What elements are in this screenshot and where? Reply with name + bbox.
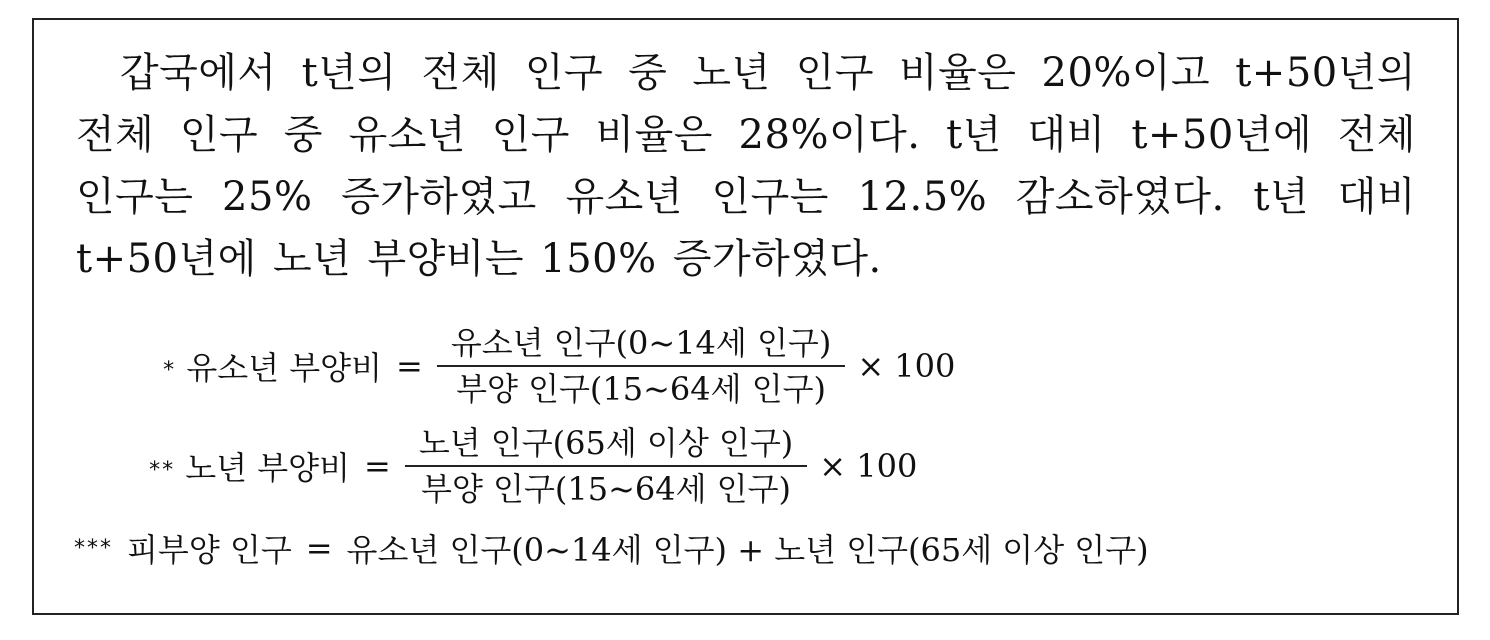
fraction-denominator: 부양 인구(15~64세 인구) [421,470,791,508]
passage-line-4: t+50년에 노년 부양비는 150% 증가하였다. [76,236,882,282]
passage-line-3: 인구는 25% 증가하였고 유소년 인구는 12.5% 감소하였다. t년 대비 [76,174,1416,220]
equals-sign: = [305,529,333,567]
passage-line-1-text: 갑국에서 t년의 전체 인구 중 노년 인구 비율은 20%이고 t+50년의 [120,50,1416,96]
fraction [405,421,807,511]
dependent-pop-expression: 유소년 인구(0~14세 인구) + 노년 인구(65세 이상 인구) [346,531,1149,569]
elderly-ratio-label: 노년 부양비 [185,449,350,487]
multiplier: × 100 [819,447,918,485]
multiplier: × 100 [857,347,956,385]
passage-line-2: 전체 인구 중 유소년 인구 비율은 28%이다. t년 대비 t+50년에 전체 [76,112,1416,158]
elderly-dependency-formula [74,416,1434,516]
youth-dependency-formula [74,316,1434,416]
fraction [437,321,846,411]
footnote-marker: ** [149,458,176,483]
footnote-marker: * [163,358,177,383]
passage-line-1 [76,42,1416,104]
fraction-numerator: 유소년 인구(0~14세 인구) [450,324,832,362]
equals-sign: = [364,447,391,485]
elderly-ratio-lhs [74,443,350,489]
dependent-pop-label: 피부양 인구 [127,531,292,569]
fraction-denominator: 부양 인구(15~64세 인구) [456,370,827,408]
footnotes [74,316,1434,576]
youth-ratio-label: 유소년 부양비 [186,349,382,387]
equals-sign: = [396,347,423,385]
footnote-marker: *** [74,535,113,561]
youth-ratio-lhs [74,343,382,389]
passage-text [76,42,1416,290]
passage-box [32,18,1459,615]
dependent-population-formula [74,520,1434,576]
fraction-numerator: 노년 인구(65세 이상 인구) [418,424,794,462]
